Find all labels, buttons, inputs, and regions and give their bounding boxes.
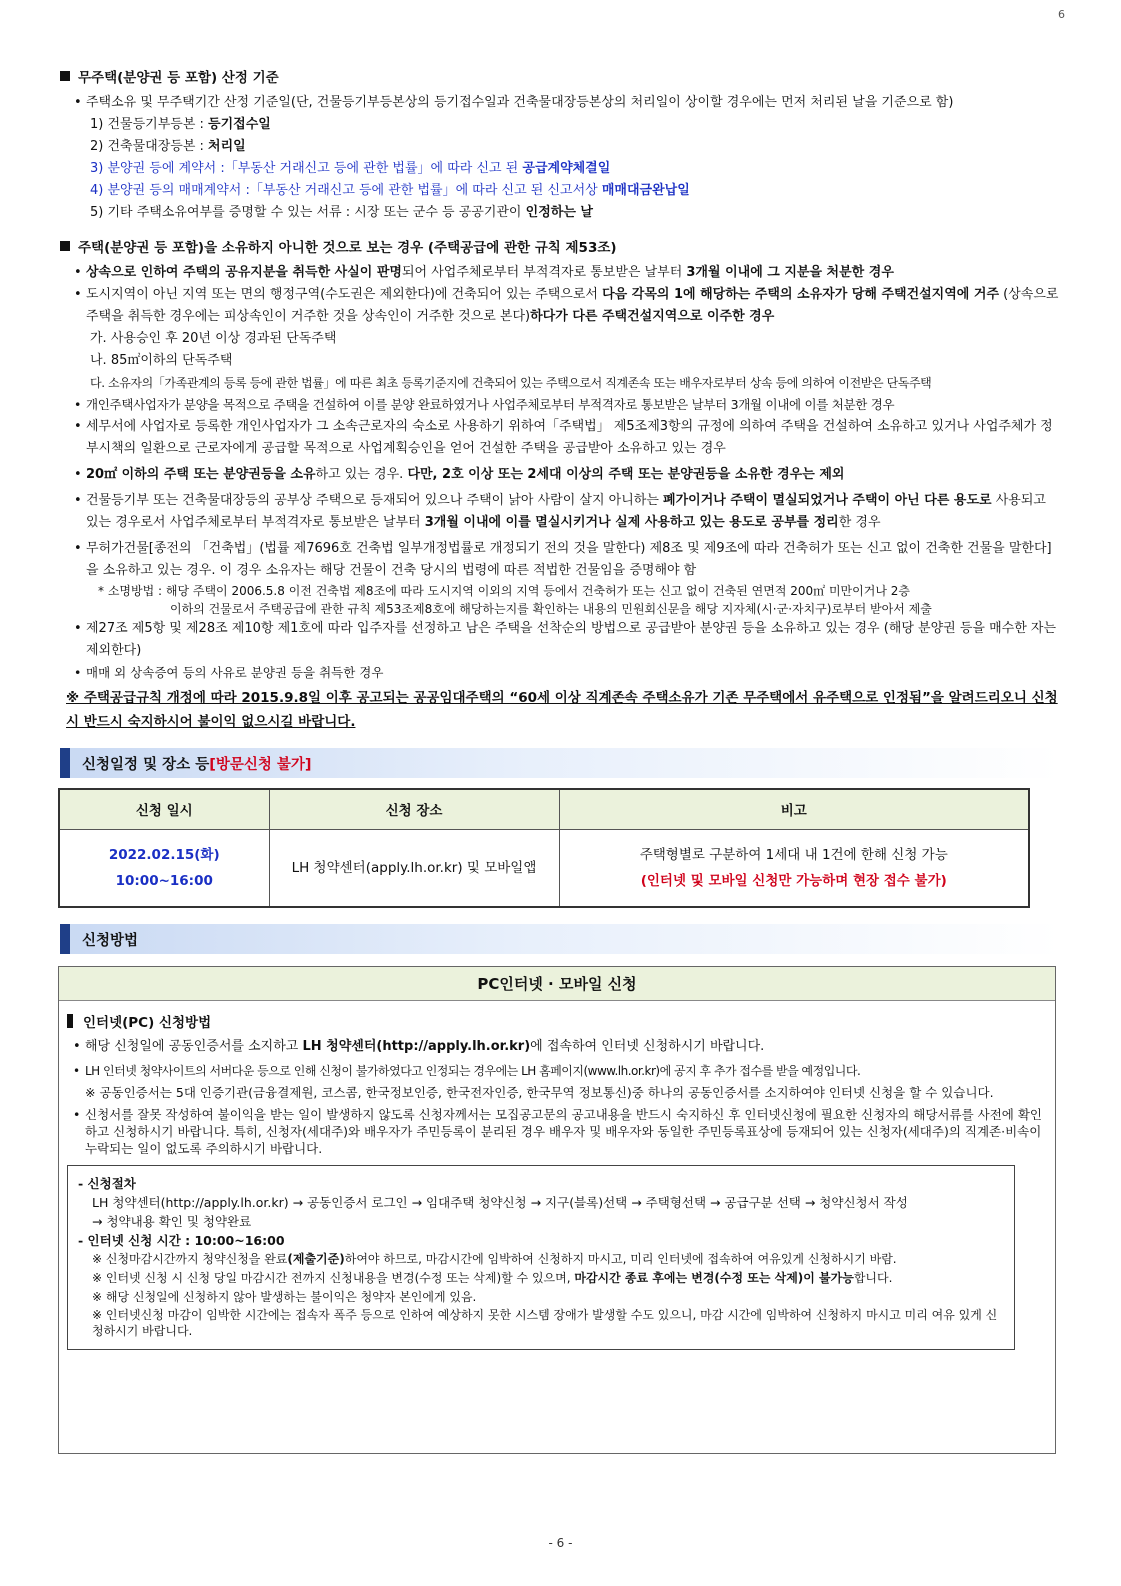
col-header-note: 비고	[559, 789, 1029, 829]
bullet-item: • 20㎡ 이하의 주택 또는 분양권등을 소유하고 있는 경우. 다만, 2호 이상 또는 2세대 이상의 주택 또는 분양권등을 소유한 경우는 제외	[60, 464, 1060, 486]
place-cell: LH 청약센터(apply.lh.or.kr) 및 모바일앱	[269, 829, 559, 907]
footnote: * 소명방법 : 해당 주택이 2006.5.8 이전 건축법 제8조에 따라 도시지역 이외의 지역 등에서 건축허가 또는 신고 없이 건축된 연면적 200㎡ 미만이거나 2층	[98, 584, 910, 598]
section-title: 주택(분양권 등 포함)을 소유하지 아니한 것으로 보는 경우 (주택공급에 관한 규칙 제53조)	[78, 240, 617, 256]
section-bar-schedule	[60, 748, 1060, 778]
list-item: 2) 건축물대장등본 : 처리일	[90, 139, 246, 154]
procedure-flow: LH 청약센터(http://apply.lh.or.kr) → 공동인증서 로그인 → 임대주택 청약신청 → 지구(블록)선택 → 주택형선택 → 공급구분 선택 → 청약신청서 작성	[92, 1195, 908, 1210]
time-note: ※ 인터넷 신청 시 신청 당일 마감시간 전까지 신청내용을 변경(수정 또는 삭제)할 수 있으며, 마감시간 종료 후에는 변경(수정 또는 삭제)이 불가능합니다.	[92, 1271, 893, 1285]
col-header-place: 신청 장소	[269, 789, 559, 829]
list-item: 5) 기타 주택소유여부를 증명할 수 있는 서류 : 시장 또는 군수 등 공공기관이 인정하는 날	[90, 205, 593, 220]
section-title: 신청일정 및 장소 등	[82, 756, 210, 773]
box-title: PC인터넷 · 모바일 신청	[59, 967, 1055, 1001]
procedure-title: - 신청절차	[78, 1176, 136, 1191]
bullet-item: • 상속으로 인하여 주택의 공유지분을 취득한 사실이 판명되어 사업주체로부터 부적격자로 통보받은 날부터 3개월 이내에 그 지분을 처분한 경우	[60, 262, 1060, 284]
bullet-item: • LH 인터넷 청약사이트의 서버다운 등으로 인해 신청이 불가하였다고 인정되는 경우에는 LH 홈페이지(www.lh.or.kr)에 공지 후 추가 접수를 받을 예정입니다.	[59, 1061, 1055, 1081]
footnote: 이하의 건물로서 주택공급에 관한 규칙 제53조제8호에 해당하는지를 확인하는 내용의 민원회신문을 해당 지자체(시·군·자치구)로부터 받아서 제출	[170, 602, 932, 616]
internet-method-heading: 인터넷(PC) 신청방법	[67, 1011, 1055, 1031]
note-warning: (인터넷 및 모바일 신청만 가능하며 현장 접수 불가)	[640, 872, 947, 889]
visit-not-allowed-label: [방문신청 불가]	[209, 756, 312, 773]
list-item: 4) 분양권 등의 매매계약서 :「부동산 거래신고 등에 관한 법률」에 따라 신고 된 신고서상 매매대금완납일	[90, 183, 690, 198]
application-date: 2022.02.15(화)	[108, 846, 220, 863]
bullet-item: • 매매 외 상속증여 등의 사유로 분양권 등을 취득한 경우	[60, 662, 1060, 684]
bullet-item: • 무허가건물[종전의 「건축법」(법률 제7696호 건축법 일부개정법률로 개정되기 전의 것을 말한다) 제8조 및 제9조에 따라 건축허가 또는 신고 없이 건축한 건물을 말한다]을 소유하고 있는 경우. 이 경우 소유자는 해당 건물이 건축 당시의 법령에 따른 적법한 건물임을 증명해야 함	[60, 538, 1060, 582]
bullet-item: • 제27조 제5항 및 제28조 제10항 제1호에 따라 입주자를 선정하고 남은 주택을 선착순의 방법으로 공급받아 분양권 등을 소유하고 있는 경우 (해당 분양권 등을 매수한 자는 제외한다)	[60, 618, 1060, 662]
time-note: ※ 해당 신청일에 신청하지 않아 발생하는 불이익은 청약자 본인에게 있음.	[92, 1290, 477, 1304]
sub-item: 가. 사용승인 후 20년 이상 경과된 단독주택	[90, 331, 337, 346]
bullet-item: • 개인주택사업자가 분양을 목적으로 주택을 건설하여 이를 분양 완료하였거나 사업주체로부터 부적격자로 통보받은 날부터 3개월 이내에 이를 처분한 경우	[60, 394, 1060, 416]
section-heading-homeless-criteria	[60, 66, 1060, 86]
note-line: 주택형별로 구분하여 1세대 내 1건에 한해 신청 가능	[639, 846, 948, 863]
pc-mobile-box	[58, 966, 1056, 1454]
list-item: 1) 건물등기부등본 : 등기접수일	[90, 117, 271, 132]
bullet-note: ※ 공동인증서는 5대 인증기관(금융결제원, 코스콤, 한국정보인증, 한국전자인증, 한국무역 정보통신)중 하나의 공동인증서를 소지하여야 인터넷 신청을 할 수 있습니다.	[85, 1085, 994, 1100]
square-bullet-icon	[60, 241, 70, 251]
col-header-date: 신청 일시	[59, 789, 269, 829]
document-page	[60, 66, 1060, 1454]
bullet-item: • 건물등기부 또는 건축물대장등의 공부상 주택으로 등재되어 있으나 주택이 낡아 사람이 살지 아니하는 폐가이거나 주택이 멸실되었거나 주택이 아닌 다른 용도로 사용되고 있는 경우로서 사업주체로부터 부적격자로 통보받은 날부터 3개월 이내에 이를 멸실시키거나 실제 사용하고 있는 용도로 공부를 정리한 경우	[60, 490, 1060, 534]
section-heading-not-owned	[60, 236, 1060, 256]
bullet-item: • 도시지역이 아닌 지역 또는 면의 행정구역(수도권은 제외한다)에 건축되어 있는 주택으로서 다음 각목의 1에 해당하는 주택의 소유자가 당해 주택건설지역에 거주 (상속으로 주택을 취득한 경우에는 피상속인이 거주한 것을 상속인이 거주한 것으로 본다)하다가 다른 주택건설지역으로 이주한 경우	[60, 284, 1060, 328]
square-bullet-icon	[60, 71, 70, 81]
date-cell	[59, 829, 269, 907]
list-item: 3) 분양권 등에 계약서 :「부동산 거래신고 등에 관한 법률」에 따라 신고 된 공급계약체결일	[90, 161, 611, 176]
note-cell	[559, 829, 1029, 907]
bullet-item: • 해당 신청일에 공동인증서를 소지하고 LH 청약센터(http://apply.lh.or.kr)에 접속하여 인터넷 신청하시기 바랍니다.	[59, 1037, 1055, 1057]
table-row	[59, 829, 1029, 907]
page-number-bottom: - 6 -	[548, 1536, 573, 1550]
bullet-item: • 신청서를 잘못 작성하여 불이익을 받는 일이 발생하지 않도록 신청자께서는 모집공고문의 공고내용을 반드시 숙지하신 후 인터넷신청에 필요한 신청자의 해당서류를 사전에 확인하고 신청하시기 바랍니다. 특히, 신청자(세대주)와 배우자가 주민등록이 분리된 경우 배우자 및 배우자와 동일한 주민등록표상에 등재되어 있는 신청자(세대주)의 직계존·비속이 누락되는 일이 없도록 주의하시기 바랍니다.	[59, 1106, 1055, 1157]
sub-item: 나. 85㎡이하의 단독주택	[90, 353, 233, 368]
section-title: 무주택(분양권 등 포함) 산정 기준	[78, 70, 279, 86]
procedure-box	[67, 1165, 1015, 1350]
bar-bullet-icon	[67, 1014, 73, 1028]
time-note: ※ 인터넷신청 마감이 임박한 시간에는 접속자 폭주 등으로 인하여 예상하지 못한 시스템 장애가 발생할 수도 있으니, 마감 시간에 임박하여 신청하지 마시고 미리 여유 있게 신청하시기 바랍니다.	[92, 1308, 998, 1338]
page-number-top: 6	[1058, 8, 1065, 21]
procedure-flow: → 청약내용 확인 및 청약완료	[92, 1214, 252, 1229]
application-time-title: - 인터넷 신청 시간 : 10:00~16:00	[78, 1233, 285, 1248]
application-time: 10:00~16:00	[115, 872, 213, 889]
section-title: 신청방법	[82, 932, 139, 949]
time-note: ※ 신청마감시간까지 청약신청을 완료(제출기준)하여야 하므로, 마감시간에 임박하여 신청하지 마시고, 미리 인터넷에 접속하여 여유있게 신청하시기 바람.	[92, 1252, 897, 1266]
bullet-item: • 주택소유 및 무주택기간 산정 기준일(단, 건물등기부등본상의 등기접수일과 건축물대장등본상의 처리일이 상이할 경우에는 먼저 처리된 날을 기준으로 함)	[60, 92, 1060, 114]
table-header-row	[59, 789, 1029, 829]
section-bar-method	[60, 924, 1060, 954]
sub-item: 다. 소유자의「가족관계의 등록 등에 관한 법률」에 따른 최초 등록기준지에 건축되어 있는 주택으로서 직계존속 또는 배우자로부터 상속 등에 의하여 이전받은 단독주택	[90, 376, 932, 390]
bullet-item: • 세무서에 사업자로 등록한 개인사업자가 그 소속근로자의 숙소로 사용하기 위하여「주택법」 제5조제3항의 규정에 의하여 주택을 건설하여 소유하고 있거나 사업주체가 정부시책의 일환으로 근로자에게 공급할 목적으로 사업계획승인을 얻어 건설한 주택을 공급받아 소유하고 있는 경우	[60, 416, 1060, 460]
notice-text: ※ 주택공급규칙 개정에 따라 2015.9.8일 이후 공고되는 공공임대주택의 “60세 이상 직계존속 주택소유가 기존 무주택에서 유주택으로 인정됨”을 알려드리오니 신청시 반드시 숙지하시어 불이익 없으시길 바랍니다.	[66, 690, 1058, 730]
schedule-table	[58, 788, 1030, 908]
